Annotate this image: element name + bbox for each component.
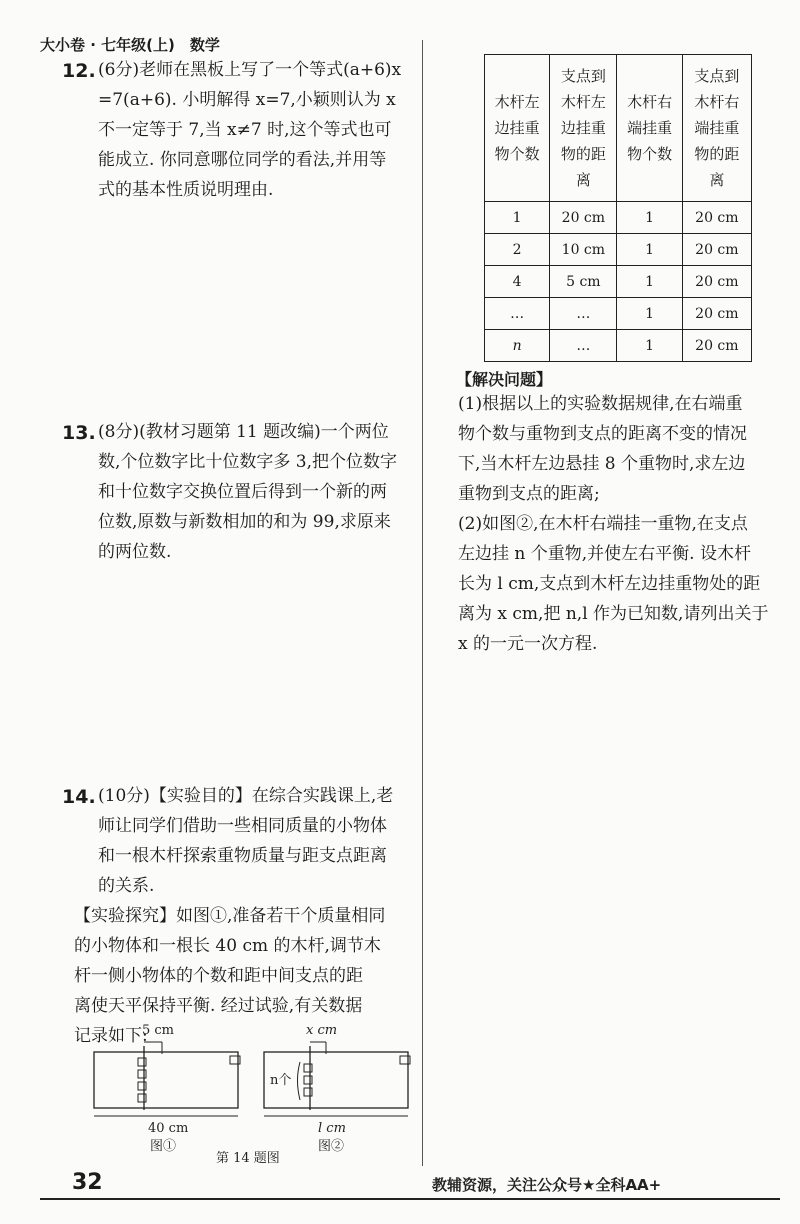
- table-header-cell: 木杆左边挂重物个数: [485, 55, 550, 202]
- q14-line: 记录如下:: [74, 1026, 148, 1046]
- solve-text: [458, 389, 768, 659]
- table-row: [485, 202, 752, 234]
- table-cell: 20 cm: [682, 330, 751, 362]
- q13-line: 数,个位数字比十位数字多 3,把个位数字: [98, 452, 398, 472]
- table-cell: 1: [617, 298, 682, 330]
- table-header-cell: 支点到木杆右端挂重物的距离: [682, 55, 751, 202]
- q12-line: =7(a+6). 小明解得 x=7,小颖则认为 x: [98, 90, 396, 110]
- table-cell: 1: [617, 330, 682, 362]
- solve-title: 【解决问题】: [456, 370, 553, 389]
- table-cell: 1: [617, 234, 682, 266]
- fig2-brace: [298, 1062, 301, 1100]
- table-row: [485, 298, 752, 330]
- fig1-weight: [138, 1082, 146, 1090]
- fig2-weight: [304, 1076, 312, 1084]
- solve-line: 离为 x cm,把 n,l 作为已知数,请列出关于: [458, 604, 769, 624]
- q12-line: 式的基本性质说明理由.: [98, 180, 274, 200]
- q14-line: 的小物体和一根长 40 cm 的木杆,调节木: [74, 936, 381, 956]
- q12-line: (6分)老师在黑板上写了一个等式(a+6)x: [98, 60, 402, 80]
- table-cell: …: [550, 330, 617, 362]
- table-cell: n: [485, 330, 550, 362]
- solve-line: 物个数与重物到支点的距离不变的情况: [458, 424, 747, 444]
- q14-line: (10分)【实验目的】在综合实践课上,老: [98, 786, 394, 806]
- table-row: [485, 330, 752, 362]
- fig1-caption: 图①: [150, 1139, 177, 1154]
- table-row: [485, 234, 752, 266]
- q12-text: [98, 55, 401, 205]
- table-cell: 2: [485, 234, 550, 266]
- table-cell: …: [485, 298, 550, 330]
- solve-line: 重物到支点的距离;: [458, 484, 600, 504]
- fig2-caption: 图②: [318, 1139, 345, 1154]
- fig1-weight: [138, 1070, 146, 1078]
- fig2-weight: [304, 1064, 312, 1072]
- experiment-table: [484, 54, 752, 362]
- figure-1: [94, 1023, 240, 1154]
- page-header: 大小卷 · 七年级(上) 数学: [40, 36, 220, 54]
- footer-watermark: 教辅资源，关注公众号★全科AA+: [432, 1176, 662, 1194]
- table-cell: 20 cm: [682, 298, 751, 330]
- figure-caption: 第 14 题图: [216, 1151, 280, 1166]
- q14-line: 的关系.: [98, 876, 155, 896]
- table-cell: 20 cm: [682, 234, 751, 266]
- fig2-weight: [304, 1088, 312, 1096]
- fig1-weight: [138, 1058, 146, 1066]
- q14-line: 【实验探究】如图①,准备若干个质量相同: [74, 906, 386, 926]
- table-cell: 1: [485, 202, 550, 234]
- table-cell: 1: [617, 202, 682, 234]
- fig2-side-label: n个: [270, 1073, 292, 1088]
- table-cell: 20 cm: [682, 266, 751, 298]
- q13-number: 13.: [62, 422, 96, 444]
- solve-line: (2)如图②,在木杆右端挂一重物,在支点: [458, 514, 748, 534]
- fig1-top-label: 5 cm: [142, 1023, 175, 1038]
- table-cell: 20 cm: [550, 202, 617, 234]
- q14-line: 和一根木杆探索重物质量与距支点距离: [98, 846, 387, 866]
- table-header-row: [485, 55, 752, 202]
- solve-line: x 的一元一次方程.: [458, 634, 598, 654]
- q13-line: 的两位数.: [98, 542, 172, 562]
- fig2-bottom-label: l cm: [318, 1121, 346, 1136]
- table-cell: 10 cm: [550, 234, 617, 266]
- footer-rule: [40, 1198, 780, 1200]
- q14-line: 杆一侧小物体的个数和距中间支点的距: [74, 966, 363, 986]
- table-cell: 1: [617, 266, 682, 298]
- figure-2: [264, 1023, 410, 1154]
- q13-line: 和十位数字交换位置后得到一个新的两: [98, 482, 387, 502]
- fig1-board: [94, 1052, 238, 1108]
- q14-number: 14.: [62, 786, 96, 808]
- table-cell: 20 cm: [682, 202, 751, 234]
- solve-line: 左边挂 n 个重物,并使左右平衡. 设木杆: [458, 544, 751, 564]
- q14-figure: [84, 1018, 414, 1168]
- q13-line: (8分)(教材习题第 11 题改编)一个两位: [98, 422, 389, 442]
- table-cell: 5 cm: [550, 266, 617, 298]
- column-divider: [422, 40, 423, 1166]
- table-header-cell: 木杆右端挂重物个数: [617, 55, 682, 202]
- q14-text: [98, 781, 393, 901]
- q12-line: 能成立. 你同意哪位同学的看法,并用等: [98, 150, 387, 170]
- fig1-bottom-label: 40 cm: [148, 1121, 189, 1136]
- q14-line: 离使天平保持平衡. 经过试验,有关数据: [74, 996, 363, 1016]
- q13-text: [98, 417, 397, 567]
- solve-line: 长为 l cm,支点到木杆左边挂重物处的距: [458, 574, 761, 594]
- fig2-top-label: x cm: [306, 1023, 338, 1038]
- q14-line: 师让同学们借助一些相同质量的小物体: [98, 816, 387, 836]
- page-number: 32: [72, 1170, 103, 1195]
- solve-line: 下,当木杆左边悬挂 8 个重物时,求左边: [458, 454, 746, 474]
- fig1-weight: [138, 1094, 146, 1102]
- table-cell: …: [550, 298, 617, 330]
- q12-line: 不一定等于 7,当 x≠7 时,这个等式也可: [98, 120, 392, 140]
- solve-line: (1)根据以上的实验数据规律,在右端重: [458, 394, 743, 414]
- q12-number: 12.: [62, 60, 96, 82]
- table-row: [485, 266, 752, 298]
- table-header-cell: 支点到木杆左边挂重物的距离: [550, 55, 617, 202]
- q13-line: 位数,原数与新数相加的和为 99,求原来: [98, 512, 391, 532]
- table-cell: 4: [485, 266, 550, 298]
